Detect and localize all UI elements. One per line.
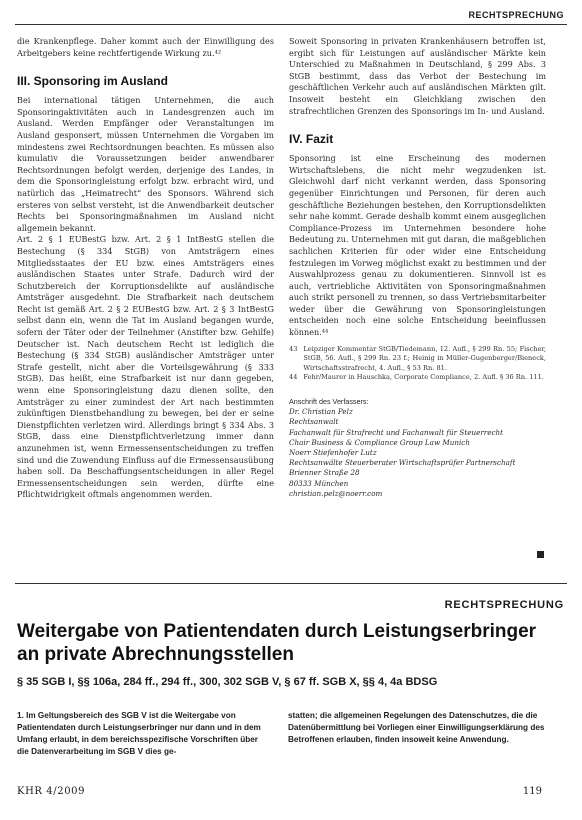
left-paragraph-2: Art. 2 § 1 EUBestG bzw. Art. 2 § 1 IntBestG stellen die Bestechung (§ 334 StGB) von Amtsträgern eines Mitgliedsstaates der EU bzw. eines Amtsträgers eines ausländischen Staates unter Strafe. Dadurch wird der Schutzbereich der Korruptionsdelikte auf ausländische Amtsträger ausgedehnt. Die Strafbarkeit nach deutschem Recht ist gemäß Art. 2 § 2 EUBestG bzw. Art. 2 § 3 IntBestG selbst dann ein, wenn die Tat im Ausland begangen wurde, sofern der Täter oder der Teilnehmer (Anstifter bzw. Gehilfe) Deutscher ist. Nach deutschem Recht ist lediglich die Bestechung (§ 334 StGB) ausländischer Amtsträger unter Strafe gestellt, nicht aber die Vorteilsgewährung (§ 333 StGB). Das heißt, eine Strafbarkeit ist nur dann gegeben, wenn eine Sponsoringleistung dazu dienen sollte, den Amtsträger zu einer zumindest der Art nach bestimmten zukünftigen Dienstbehandlung zu bewegen, bei der er seine Dienstpflichten verletzen wird. Allerdings bringt § 334 Abs. 3 StGB, dass eine Dienstpflichtverletzung immer dann anzunehmen ist, wenn Ermessensentscheidungen zu treffen sind und die Zuwendung Einfluss auf die Ermessensausübung haben soll. Da Beschaffungsentscheidungen in aller Regel Ermessensentscheidungen sein werden, dürfte eine Pflichtwidrigkeit oftmals angenommen werden.: [17, 234, 274, 500]
left-intro-paragraph: die Krankenpflege. Daher kommt auch der Einwilligung des Arbeitgebers keine rechtfertigende Wirkung zu.⁴²: [17, 36, 274, 58]
footnote-text: Leipziger Kommentar StGB/Tiedemann, 12. Aufl., § 299 Rn. 55; Fischer, StGB, 56. Aufl., § 299 Rn. 23 f.; Heinig in Müller-Gugenberger/Bieneck, Wirtschaftsstrafrecht, 4. Aufl., § 53 Rn. 81.: [303, 344, 546, 372]
footnote-text: Fehr/Maurer in Hauschka, Corporate Compliance, 2. Aufl. § 36 Rn. 111.: [303, 373, 544, 382]
footnote: [289, 373, 546, 383]
author-email[interactable]: christian.pelz@noerr.com: [289, 488, 383, 498]
left-column: [17, 36, 274, 501]
headnote-left: 1. Im Geltungsbereich des SGB V ist die Weitergabe von Patientendaten durch Leistungserbringer nur dann und in dem Umfang erlaubt, in dem bereichsspezifische Vorschriften über die Datenverarbeitung im SGB V dies ge-: [17, 711, 261, 756]
author-address-label: Anschrift des Verfassers:: [289, 397, 369, 407]
footnote-number: 43: [289, 344, 298, 353]
author-specialization: Fachanwalt für Strafrecht und Fachanwalt für Steuerrecht: [289, 427, 504, 437]
author-city: 80333 München: [289, 478, 349, 488]
right-intro-paragraph: Soweit Sponsoring in privaten Krankenhäusern betroffen ist, ergibt sich für Leistungen auf ausländischer Märkte kein Unterschied zu Maßnahmen in Deutschland, § 299 Abs. 3 StGB bestimmt, dass das Verbot der Bestechung im geschäftlichen Verkehr auch auf ausländischen Märkten gilt. Insoweit besteht ein Gleichklang zwischen den strafrechtlichen Grenzen des Sponsorings im In- und Ausland.: [289, 36, 546, 116]
page-number: 119: [522, 786, 542, 797]
right-column: [289, 36, 546, 499]
author-address: [289, 397, 546, 499]
headnote-right: statten; die allgemeinen Regelungen des Datenschutzes, die die Datenübermittlung bei Vorliegen einer Einwilligungserklärung des Betroffenen erlauben, finden insoweit keine Anwendung.: [288, 711, 545, 744]
footnote: [289, 345, 546, 374]
section-heading-fazit: IV. Fazit: [289, 132, 334, 147]
article-title: Weitergabe von Patientendaten durch Leistungserbringer an private Abrechnungsstellen: [17, 621, 537, 665]
left-paragraph-1: Bei international tätigen Unternehmen, die auch Sponsoringaktivitäten auch in Landesgrenzen auch im Ausland. Werden Empfänger oder Veranstaltungen im Ausland gesponsert, müssen Unternehmen die Vorgaben im mindestens zwei Rechtsordnungen beachten. Es müssen also kumulativ die Voraussetzungen beider anwendbarer Rechtsordnungen befolgt werden, derjenige des Landes, in dem die Sponsoringleistung erfolgt bzw. erbracht wird, und natürlich das „Heimatrecht“ des Sponsors. Während sich ersteres von selbst versteht, ist die Anwendbarkeit deutscher Rechts bei Sponsoringmaßnahmen im Ausland nicht allgemein bekannt.: [17, 95, 274, 233]
author-name: Dr. Christian Pelz: [289, 407, 353, 417]
author-group: Chair Business & Compliance Group Law Munich: [289, 437, 470, 447]
author-firm: Noerr Stiefenhofer Lutz: [289, 448, 377, 458]
running-header: RECHTSPRECHUNG: [468, 10, 564, 20]
author-firm-type: Rechtsanwälte Steuerberater Wirtschaftsprüfer Partnerschaft: [289, 458, 516, 468]
article-legal-references: § 35 SGB I, §§ 106a, 284 ff., 294 ff., 300, 302 SGB V, § 67 ff. SGB X, §§ 4, 4a BDSG: [17, 676, 438, 688]
footnotes: [289, 345, 546, 383]
author-title: Rechtsanwalt: [289, 417, 339, 427]
author-street: Brienner Straße 28: [289, 468, 360, 478]
fazit-paragraph: Sponsoring ist eine Erscheinung des modernen Wirtschaftslebens, die nicht mehr wegzudenken ist. Gleichwohl darf nicht verkannt werden, dass Sponsoring gegenüber Einrichtungen und Personen, für deren auch geschäftliche Beziehungen bestehen, den Korruptionsdelikten sehr nahe kommt. Gerade deshalb kommt einem ausgeglichen Compliance-Prozess im Unternehmen besondere hohe Bedeutung zu. Unternehmen mit gut daran, die maßgeblichen sachlichen Kriterien für oder wider eine Entscheidung festzulegen im Vorweg möglichst exakt zu bestimmen und der Auswahlprozess genau zu dokumentieren. Sinnvoll ist es auch, vertriebliche Aktivitäten von Sponsoringmaßnahmen auch strikt personell zu trennen, so dass Vertriebsmitarbeiter weder über die Gewährung von Sponsoringleistungen entscheiden noch eine solche Entscheidung beeinflussen können.⁴⁴: [289, 153, 546, 338]
section-label: RECHTSPRECHUNG: [444, 599, 564, 611]
footnote-number: 44: [289, 373, 298, 382]
section-divider: [15, 583, 567, 584]
journal-issue: KHR 4/2009: [17, 786, 86, 797]
header-rule: [15, 24, 567, 25]
article-end-mark: [537, 551, 544, 558]
section-heading-sponsoring-ausland: III. Sponsoring im Ausland: [17, 74, 168, 89]
